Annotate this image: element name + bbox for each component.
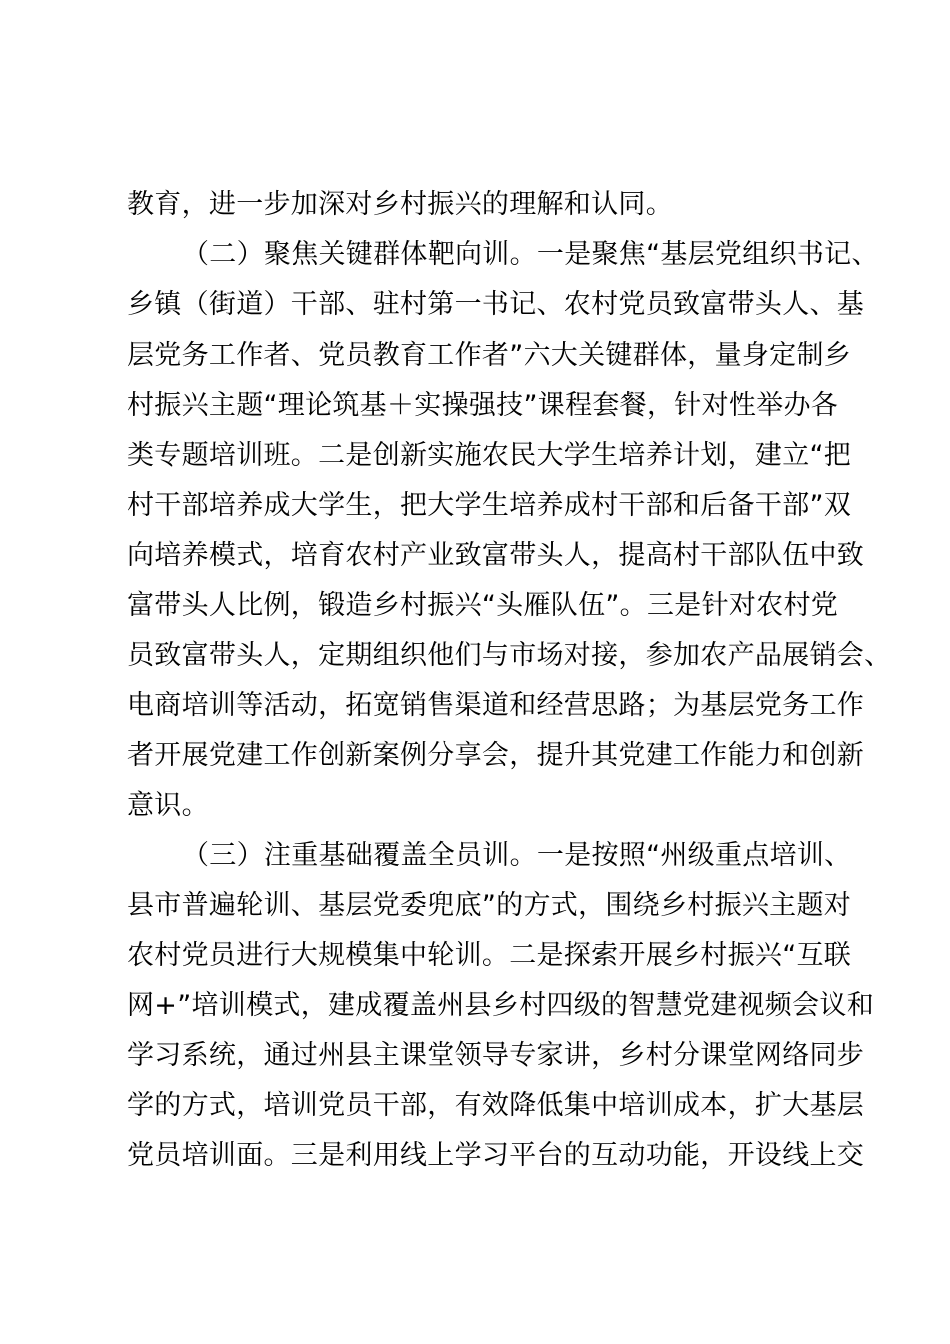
text-line: 农村党员进行大规模集中轮训。二是探索开展乡村振兴“互联 — [127, 940, 852, 971]
text-line: 乡镇（街道）干部、驻村第一书记、农村党员致富带头人、基 — [127, 289, 865, 320]
text-line: 类专题培训班。二是创新实施农民大学生培养计划，建立“把 — [127, 440, 852, 471]
text-line: 党员培训面。三是利用线上学习平台的互动功能，开设线上交 — [127, 1140, 865, 1171]
text-line: 县市普遍轮训、基层党委兜底”的方式，围绕乡村振兴主题对 — [127, 890, 852, 921]
text-line: 向培养模式，培育农村产业致富带头人，提高村干部队伍中致 — [127, 540, 865, 571]
text-line: 村振兴主题“理论筑基＋实操强技”课程套餐，针对性举办各 — [127, 390, 839, 421]
text-line: 意识。 — [127, 790, 209, 821]
text-line: 学习系统，通过州县主课堂领导专家讲，乡村分课堂网络同步 — [127, 1040, 865, 1071]
text-line: 者开展党建工作创新案例分享会，提升其党建工作能力和创新 — [127, 740, 865, 771]
text-line: 层党务工作者、党员教育工作者”六大关键群体，量身定制乡 — [127, 340, 852, 371]
text-line: 网+”培训模式，建成覆盖州县乡村四级的智慧党建视频会议和 — [127, 990, 875, 1021]
section-heading-line: （三）注重基础覆盖全员训。一是按照“州级重点培训、 — [182, 840, 852, 871]
text-line: 学的方式，培训党员干部，有效降低集中培训成本，扩大基层 — [127, 1090, 865, 1121]
section-heading-line: （二）聚焦关键群体靶向训。一是聚焦“基层党组织书记、 — [182, 239, 879, 270]
text-line: 富带头人比例，锻造乡村振兴“头雁队伍”。三是针对农村党 — [127, 590, 839, 621]
text-line: 员致富带头人，定期组织他们与市场对接，参加农产品展销会、 — [127, 640, 892, 671]
text-line: 教育，进一步加深对乡村振兴的理解和认同。 — [127, 189, 673, 220]
text-line: 村干部培养成大学生，把大学生培养成村干部和后备干部”双 — [127, 490, 852, 521]
text-line: 电商培训等活动，拓宽销售渠道和经营思路；为基层党务工作 — [127, 690, 865, 721]
